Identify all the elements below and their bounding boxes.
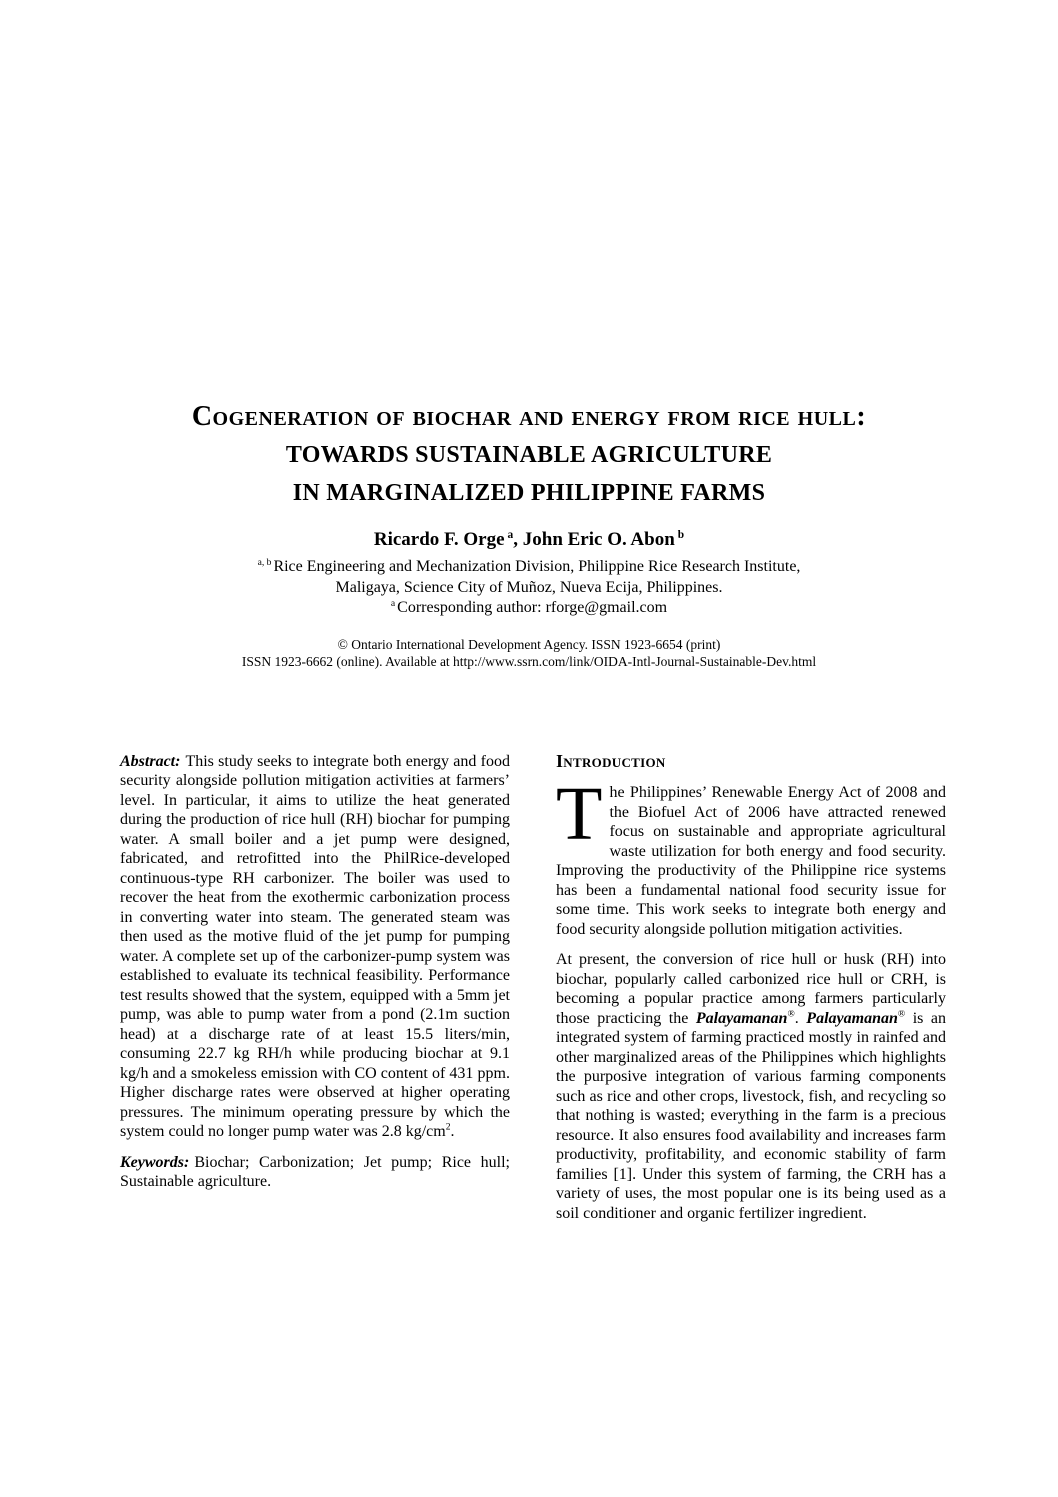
abstract-paragraph xyxy=(120,752,510,1142)
abstract-label: Abstract: xyxy=(120,752,181,770)
affiliation-institute: Rice Engineering and Mechanization Division, Philippine Rice Research Institute, xyxy=(273,558,801,575)
introduction-paragraph-1 xyxy=(556,772,946,939)
paper-title-line3: IN MARGINALIZED PHILIPPINE FARMS xyxy=(292,480,766,506)
author-affiliation-mark-1: a xyxy=(507,528,514,541)
abstract-tail: . xyxy=(450,1123,455,1140)
intro-p2-text-c: is an integrated system of farming practiced mostly in rainfed and other marginalized areas of the Philippines which highlights the purposive integration of various farming components such as rice and other crops, livestock, fish, and recycling so that nothing is wasted; everything in the farm is a precious resource. It also ensures food availability and increases farm productivity, profitability, and economic stability of farm families [1]. Under this system of farming, the CRH has a variety of uses, the most popular one is its being used as a soil conditioner and organic fertilizer ingredient. xyxy=(556,1009,946,1222)
publisher-imprint xyxy=(0,636,1058,671)
palayamanan-term-2: Palayamanan xyxy=(806,1009,898,1027)
affiliation-sup-marks: a, b xyxy=(257,556,272,568)
abstract-superscript-2: 2 xyxy=(445,1121,451,1133)
affiliation-line-1 xyxy=(0,557,1058,578)
author-separator: , xyxy=(513,529,523,550)
paper-title-line2: TOWARDS SUSTAINABLE AGRICULTURE xyxy=(285,442,773,468)
author-name-1: Ricardo F. Orge xyxy=(373,529,505,550)
corresponding-author-line xyxy=(0,598,1058,619)
two-column-body xyxy=(120,752,946,1235)
right-column xyxy=(556,752,946,1235)
registered-mark-1: ® xyxy=(787,1008,795,1020)
left-column xyxy=(120,752,510,1235)
paper-title-line1: Cogeneration of biochar and energy from rice hull: xyxy=(191,401,867,432)
keywords-label: Keywords: xyxy=(120,1153,190,1171)
keywords-paragraph xyxy=(120,1153,510,1192)
intro-p2-text-a: At present, the conversion of rice hull or husk (RH) into biochar, popularly called carbonized rice hull or CRH, is becoming a popular practice among farmers particularly those practicing the xyxy=(556,951,946,1027)
affiliation-line-2: Maligaya, Science City of Muñoz, Nueva Ecija, Philippines. xyxy=(335,578,723,596)
introduction-heading: Introduction xyxy=(556,750,666,771)
keywords-text: Biochar; Carbonization; Jet pump; Rice hull; Sustainable agriculture. xyxy=(120,1153,510,1190)
introduction-paragraph-2 xyxy=(556,950,946,1223)
author-affiliation-mark-2: b xyxy=(677,528,685,541)
author-name-2: John Eric O. Abon xyxy=(522,529,675,550)
paper-title xyxy=(0,398,1058,512)
title-block xyxy=(0,0,1058,671)
intro-p2-text-b: . xyxy=(794,1009,807,1027)
corresponding-sup-mark: a xyxy=(390,597,396,609)
corresponding-author-text: Corresponding author: rforge@gmail.com xyxy=(397,599,668,616)
imprint-issn-line: ISSN 1923-6662 (online). Available at http://www.ssrn.com/link/OIDA-Intl-Journal-Sustainable-Dev.html xyxy=(241,654,817,669)
imprint-copyright-line: © Ontario International Development Agency. ISSN 1923-6654 (print) xyxy=(337,636,721,652)
authors-line xyxy=(0,529,1058,551)
dropcap-letter: T xyxy=(556,772,603,856)
palayamanan-term-1: Palayamanan xyxy=(695,1009,788,1027)
abstract-text: This study seeks to integrate both energy and food security alongside pollution mitigation activities at farmers’ level. In particular, it aims to utilize the heat generated during the production of rice hull (RH) biochar for pumping water. A small boiler and a jet pump were designed, fabricated, and retrofitted into the PhilRice-developed continuous-type RH carbonizer. The boiler was used to recover the heat from the exothermic carbonization process in converting water into steam. The generated steam was then used as the motive fluid of the jet pump for pumping water. A complete set up of the carbonizer-pump system was established to evaluate its technical feasibility. Performance test results showed that the system, equipped with a 5mm jet pump, was able to pump water from a pond (2.1m suction head) at a discharge rate of at least 15.5 liters/min, consuming 22.7 kg RH/h while producing biochar at 9.1 kg/h and a smokeless emission with CO content of 431 ppm. Higher discharge rates were observed at higher operating pressures. The minimum operating pressure by which the system could no longer pump water was 2.8 kg/cm xyxy=(120,752,510,1140)
introduction-paragraph-1-text: he Philippines’ Renewable Energy Act of 2008 and the Biofuel Act of 2006 have attracted renewed focus on sustainable and appropriate agricultural waste utilization for both energy and food security. Improving the productivity of the Philippine rice systems has been a fundamental national food security issue for some time. This work seeks to integrate both energy and food security alongside pollution mitigation activities. xyxy=(556,784,946,938)
affiliation-block xyxy=(0,557,1058,619)
registered-mark-2: ® xyxy=(897,1008,906,1020)
